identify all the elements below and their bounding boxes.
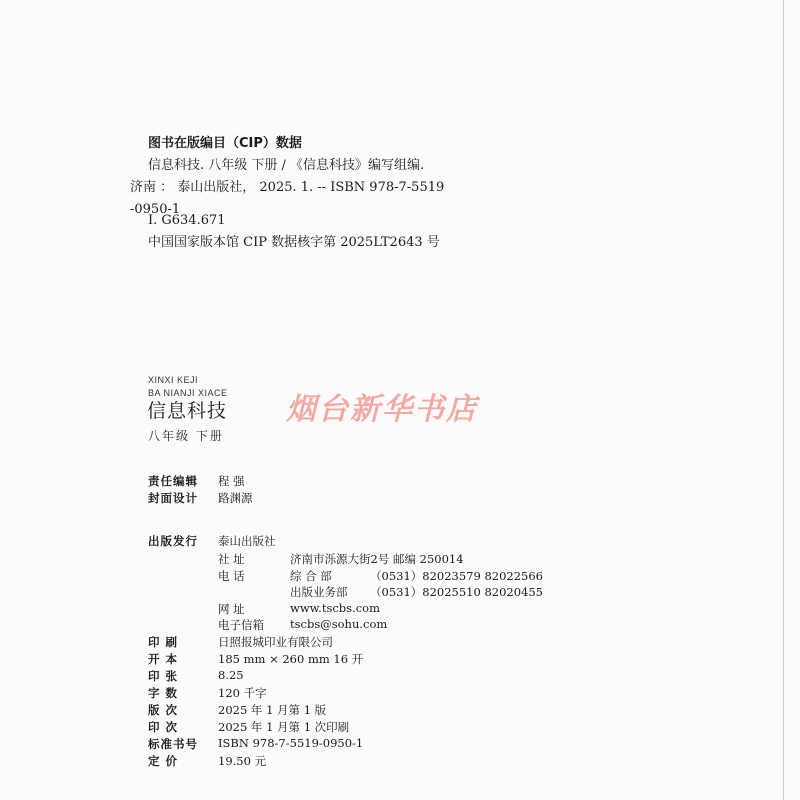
phone-dept-1: 综 合 部 bbox=[290, 569, 332, 583]
spec-label: 印 张 bbox=[148, 669, 179, 683]
page-edge-rule bbox=[783, 0, 784, 800]
spec-label: 标准书号 bbox=[148, 737, 198, 751]
spec-label: 印 次 bbox=[148, 720, 179, 734]
spec-value: 2025 年 1 月第 1 版 bbox=[218, 703, 327, 717]
publisher-label: 出版发行 bbox=[148, 534, 198, 548]
cip-line-2: 济南 ： 泰山出版社， 2025. 1. -- ISBN 978-7-5519 bbox=[130, 180, 445, 195]
spec-value: 120 千字 bbox=[218, 686, 267, 700]
designer-label: 封面设计 bbox=[148, 491, 198, 505]
phone-dept-2: 出版业务部 bbox=[290, 585, 348, 599]
publisher-name: 泰山出版社 bbox=[218, 534, 276, 548]
spec-value: 19.50 元 bbox=[218, 754, 267, 768]
book-title: 信息科技 bbox=[147, 400, 228, 422]
title-pinyin-2: BA NIANJI XIACE bbox=[148, 388, 228, 398]
phone-number-2: （0531）82025510 82020455 bbox=[370, 585, 543, 599]
spec-value: ISBN 978-7-5519-0950-1 bbox=[218, 736, 364, 750]
phone-number-1: （0531）82023579 82022566 bbox=[370, 569, 543, 583]
website-label: 网 址 bbox=[218, 602, 245, 616]
spec-value: 8.25 bbox=[218, 668, 244, 682]
store-watermark: 烟台新华书店 bbox=[286, 392, 478, 427]
editor-label: 责任编辑 bbox=[148, 474, 198, 488]
designer-name: 路渊源 bbox=[218, 491, 253, 505]
email-label: 电子信箱 bbox=[218, 618, 264, 632]
address-value: 济南市泺源大街2号 邮编 250014 bbox=[290, 552, 464, 566]
editor-name: 程 强 bbox=[218, 474, 245, 488]
cip-line-4: I. G634.671 bbox=[148, 213, 226, 228]
spec-label: 定 价 bbox=[148, 754, 179, 768]
cip-line-3: -0950-1 bbox=[130, 202, 181, 217]
spec-label: 版 次 bbox=[148, 703, 179, 717]
cip-line-5: 中国国家版本馆 CIP 数据核字第 2025LT2643 号 bbox=[148, 235, 440, 250]
spec-value: 185 mm × 260 mm 16 开 bbox=[218, 652, 364, 666]
book-grade: 八年级 下册 bbox=[148, 429, 224, 443]
spec-label: 字 数 bbox=[148, 686, 179, 700]
spec-value: 日照报城印业有限公司 bbox=[218, 635, 333, 649]
cip-line-1: 信息科技. 八年级 下册 / 《信息科技》编写组编. bbox=[148, 158, 425, 173]
email-value: tscbs@sohu.com bbox=[290, 617, 388, 631]
spec-label: 开 本 bbox=[148, 652, 179, 666]
cip-heading: 图书在版编目（CIP）数据 bbox=[148, 136, 302, 151]
address-label: 社 址 bbox=[218, 552, 245, 566]
phone-label: 电 话 bbox=[218, 569, 245, 583]
title-pinyin-1: XINXI KEJI bbox=[148, 375, 199, 385]
spec-value: 2025 年 1 月第 1 次印刷 bbox=[218, 720, 350, 734]
spec-label: 印 刷 bbox=[148, 635, 179, 649]
website-value: www.tscbs.com bbox=[290, 601, 380, 615]
